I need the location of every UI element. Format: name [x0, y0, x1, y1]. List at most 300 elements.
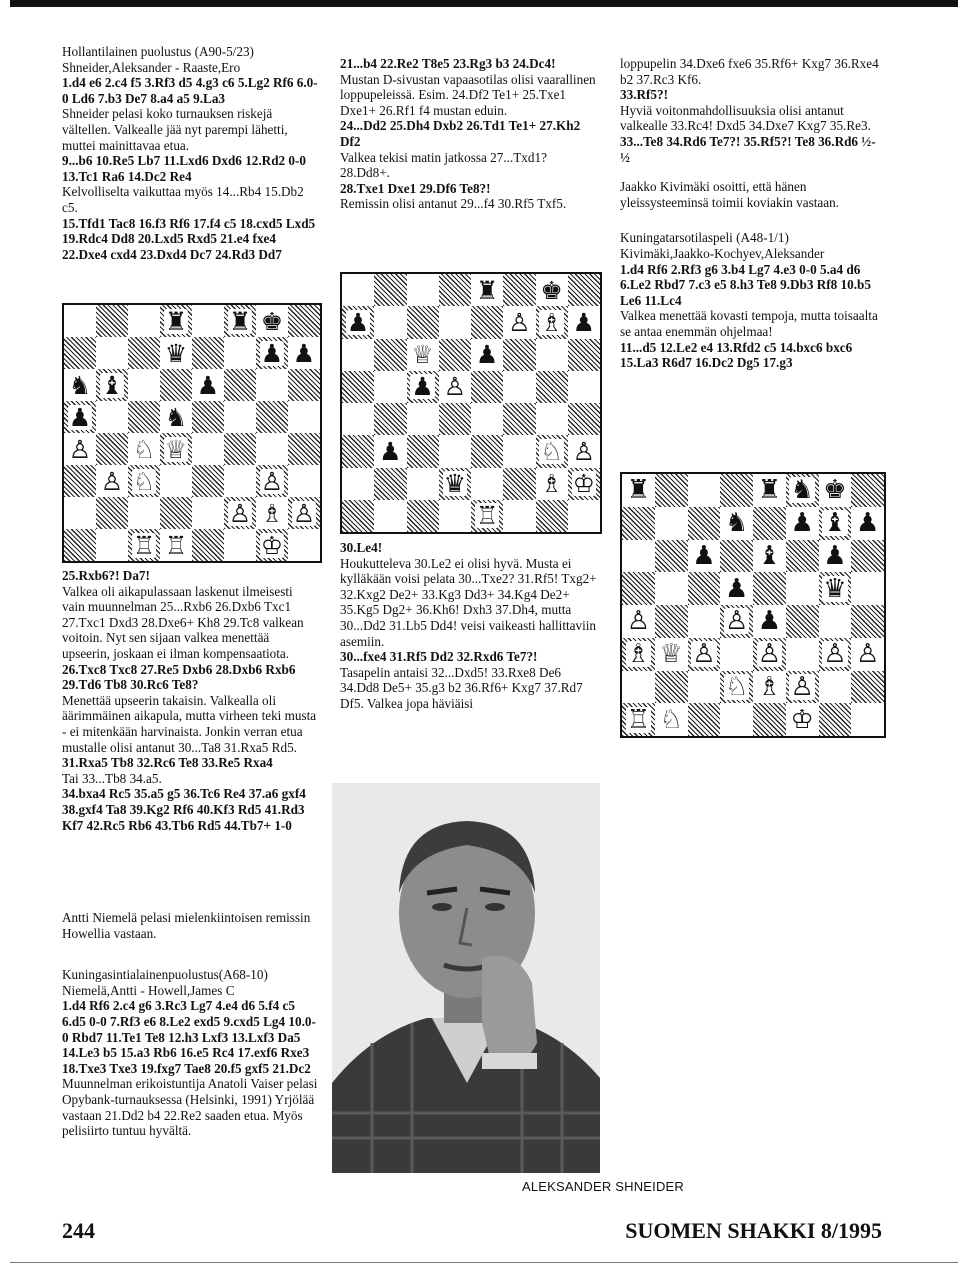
game-1-moves: 31.Rxa5 Tb8 32.Rc6 Te8 33.Re5 Rxa4: [62, 755, 273, 771]
board-square: [786, 671, 819, 704]
board-square: [160, 465, 192, 497]
white-pawn-icon: ♙: [292, 498, 316, 528]
board-square: [256, 433, 288, 465]
page-number: 244: [62, 1218, 95, 1243]
black-rook-icon: ♜: [757, 475, 782, 506]
board-square: [503, 306, 535, 338]
white-pawn-icon: ♙: [626, 606, 651, 637]
white-rook-icon: ♖: [132, 530, 156, 560]
board-square: [471, 274, 503, 306]
board-square: [439, 468, 471, 500]
board-square: [439, 435, 471, 467]
board-square: [128, 497, 160, 529]
board-square: [688, 507, 721, 540]
board-square: [439, 339, 471, 371]
board-square: [536, 339, 568, 371]
column-1-lower: [62, 568, 318, 833]
board-square: [224, 529, 256, 561]
board-square: [720, 474, 753, 507]
board-square: [503, 339, 535, 371]
board-square: [374, 274, 406, 306]
board-square: [753, 605, 786, 638]
black-rook-icon: ♜: [228, 306, 252, 336]
game-2-moves: 30.Le4!: [340, 540, 383, 555]
board-square: [786, 703, 819, 736]
black-pawn-icon: ♟: [572, 307, 596, 337]
white-pawn-icon: ♙: [724, 606, 749, 637]
board-square: [96, 497, 128, 529]
game-1-moves: 15.Tfd1 Tac8 16.f3 Rf6 17.f4 c5 18.cxd5 Lxd5 19.Rdc4 Dd8 20.Lxd5 Rxd5 21.e4 fxe4 22.Dxe4 cxd4 23.Dxd4 Dc7 24.Rd3 Dd7: [62, 215, 316, 262]
white-pawn-icon: ♙: [508, 307, 531, 337]
black-rook-icon: ♜: [475, 275, 499, 305]
board-square: [568, 371, 600, 403]
board-square: [256, 497, 288, 529]
white-knight-icon: ♘: [540, 436, 563, 466]
game-2-comment: loppupelin 34.Dxe6 fxe6 35.Rf6+ Kxg7 36.Rxe4 b2 37.Rc3 Kf6.: [620, 56, 879, 87]
board-square: [160, 529, 192, 561]
game-2-intro: Antti Niemelä pelasi mielenkiintoisen remissin Howellia vastaan.: [62, 910, 311, 941]
board-square: [753, 671, 786, 704]
board-square: [192, 305, 224, 337]
board-square: [224, 465, 256, 497]
board-square: [288, 465, 320, 497]
board-square: [688, 474, 721, 507]
board-square: [688, 638, 721, 671]
black-pawn-icon: ♟: [292, 338, 316, 368]
white-knight-icon: ♘: [724, 671, 749, 702]
board-square: [753, 572, 786, 605]
white-queen-icon: ♕: [659, 639, 683, 670]
black-queen-icon: ♛: [164, 338, 188, 368]
board-square: [256, 465, 288, 497]
game-2-opening: Kuningasintialainenpuolustus(A68-10): [62, 967, 268, 983]
board-square: [192, 433, 224, 465]
game-1-comment: Tai 33...Tb8 34.a5.: [62, 770, 162, 786]
board-square: [342, 468, 374, 500]
white-rook-icon: ♖: [475, 501, 499, 531]
board-square: [160, 497, 192, 529]
column-3: [620, 56, 882, 371]
board-square: [64, 433, 96, 465]
board-square: [503, 403, 535, 435]
board-square: [288, 337, 320, 369]
black-king-icon: ♚: [823, 475, 847, 506]
board-square: [622, 507, 655, 540]
black-pawn-icon: ♟: [68, 402, 92, 432]
board-square: [753, 507, 786, 540]
board-square: [471, 468, 503, 500]
board-square: [471, 339, 503, 371]
board-square: [819, 507, 852, 540]
white-pawn-icon: ♙: [68, 434, 92, 464]
board-square: [536, 403, 568, 435]
board-square: [786, 572, 819, 605]
board-square: [622, 671, 655, 704]
board-square: [96, 305, 128, 337]
white-bishop-icon: ♗: [757, 671, 782, 702]
black-pawn-icon: ♟: [411, 372, 434, 402]
board-square: [64, 529, 96, 561]
board-square: [128, 401, 160, 433]
portrait-illustration: [332, 783, 600, 1173]
board-square: [536, 371, 568, 403]
black-king-icon: ♚: [540, 275, 563, 305]
photo-caption: ALEKSANDER SHNEIDER: [522, 1179, 685, 1194]
column-2-lower: [340, 540, 598, 712]
black-rook-icon: ♜: [626, 475, 651, 506]
board-square: [407, 435, 439, 467]
board-square: [256, 369, 288, 401]
board-square: [288, 369, 320, 401]
board-square: [655, 605, 688, 638]
board-square: [256, 305, 288, 337]
board-square: [224, 433, 256, 465]
black-knight-icon: ♞: [164, 402, 188, 432]
board-square: [622, 474, 655, 507]
board-square: [64, 369, 96, 401]
board-square: [622, 638, 655, 671]
board-square: [786, 474, 819, 507]
board-square: [64, 465, 96, 497]
board-square: [536, 500, 568, 532]
game-2-comment: Valkea tekisi matin jatkossa 27...Txd1? 28.Dd8+.: [340, 149, 547, 181]
board-square: [720, 572, 753, 605]
board-square: [407, 403, 439, 435]
game-3-moves: 1.d4 Rf6 2.Rf3 g6 3.b4 Lg7 4.e3 0-0 5.a4 d6 6.Le2 Rbd7 7.c3 e5 8.h3 Te8 9.Db3 Rf8 10.b5 Le6 11.Lc4: [620, 261, 871, 308]
board-square: [655, 703, 688, 736]
game-1-comment: Kelvolliselta vaikuttaa myös 14...Rb4 15.Db2 c5.: [62, 184, 304, 215]
white-queen-icon: ♕: [411, 340, 434, 370]
board-square: [819, 572, 852, 605]
board-square: [536, 468, 568, 500]
board-square: [439, 371, 471, 403]
white-pawn-icon: ♙: [757, 639, 782, 670]
board-square: [224, 305, 256, 337]
game-2-moves: 30...fxe4 31.Rf5 Dd2 32.Rxd6 Te7?!: [340, 649, 538, 665]
board-square: [688, 703, 721, 736]
board-square: [786, 540, 819, 573]
board-square: [256, 337, 288, 369]
column-1-bottom: [62, 910, 318, 1139]
board-square: [374, 403, 406, 435]
black-pawn-icon: ♟: [196, 370, 220, 400]
game-2-moves: 28.Txe1 Dxe1 29.Df6 Te8?!: [340, 180, 491, 196]
board-square: [568, 403, 600, 435]
board-square: [160, 337, 192, 369]
board-square: [622, 540, 655, 573]
board-square: [655, 671, 688, 704]
game-2-comment: Remissin olisi antanut 29...f4 30.Rf5 Txf5.: [340, 196, 567, 212]
game-3-moves: 11...d5 12.Le2 e4 13.Rfd2 c5 14.bxc6 bxc6 15.La3 R6d7 16.Dc2 Dg5 17.g3: [620, 339, 853, 371]
magazine-title: SUOMEN SHAKKI 8/1995: [625, 1218, 882, 1243]
board-square: [471, 500, 503, 532]
chess-diagram-2: [340, 272, 602, 534]
game-1-moves: 1.d4 e6 2.c4 f5 3.Rf3 d5 4.g3 c6 5.Lg2 Rf6 6.0-0 Ld6 7.b3 De7 8.a4 a5 9.La3: [62, 75, 318, 106]
board-square: [160, 305, 192, 337]
black-pawn-icon: ♟: [790, 508, 814, 539]
board-square: [192, 465, 224, 497]
black-queen-icon: ♛: [823, 573, 847, 604]
white-pawn-icon: ♙: [855, 639, 880, 670]
board-square: [64, 497, 96, 529]
board-square: [688, 671, 721, 704]
board-square: [720, 671, 753, 704]
board-square: [439, 500, 471, 532]
board-square: [720, 605, 753, 638]
board-square: [786, 605, 819, 638]
board-square: [407, 339, 439, 371]
black-pawn-icon: ♟: [346, 307, 370, 337]
board-square: [720, 507, 753, 540]
board-square: [819, 540, 852, 573]
board-square: [622, 572, 655, 605]
board-square: [224, 337, 256, 369]
board-square: [342, 339, 374, 371]
board-square: [720, 638, 753, 671]
board-square: [819, 605, 852, 638]
board-square: [753, 474, 786, 507]
board-square: [192, 369, 224, 401]
board-square: [622, 605, 655, 638]
board-square: [288, 305, 320, 337]
board-square: [160, 433, 192, 465]
white-pawn-icon: ♙: [260, 466, 284, 496]
game-1-moves: 26.Txc8 Txc8 27.Re5 Dxb6 28.Dxb6 Rxb6 29.Td6 Tb8 30.Rc6 Te8?: [62, 661, 296, 693]
board-square: [568, 274, 600, 306]
board-square: [160, 369, 192, 401]
board-square: [64, 337, 96, 369]
board-square: [407, 500, 439, 532]
board-square: [851, 507, 884, 540]
white-bishop-icon: ♗: [540, 469, 563, 499]
white-pawn-icon: ♙: [823, 639, 847, 670]
board-square: [128, 529, 160, 561]
white-pawn-icon: ♙: [692, 639, 716, 670]
black-knight-icon: ♞: [790, 475, 814, 506]
board-square: [688, 572, 721, 605]
black-knight-icon: ♞: [68, 370, 92, 400]
board-square: [288, 529, 320, 561]
board-square: [568, 339, 600, 371]
white-pawn-icon: ♙: [100, 466, 124, 496]
column-1: [62, 44, 318, 262]
board-square: [128, 465, 160, 497]
white-pawn-icon: ♙: [572, 436, 596, 466]
board-square: [96, 433, 128, 465]
board-square: [256, 401, 288, 433]
game-2-moves: 33.Rf5?!: [620, 87, 668, 103]
board-square: [655, 507, 688, 540]
game-3-opening: Kuningatarsotilaspeli (A48-1/1): [620, 230, 789, 246]
board-square: [851, 572, 884, 605]
board-square: [192, 337, 224, 369]
white-rook-icon: ♖: [626, 704, 651, 735]
chess-diagram-3: [620, 472, 886, 738]
board-square: [342, 274, 374, 306]
black-bishop-icon: ♝: [823, 508, 847, 539]
board-square: [786, 638, 819, 671]
board-square: [655, 638, 688, 671]
board-square: [128, 305, 160, 337]
board-square: [471, 306, 503, 338]
board-square: [655, 540, 688, 573]
board-square: [439, 274, 471, 306]
white-knight-icon: ♘: [659, 704, 683, 735]
game-1-comment: Shneider pelasi koko turnauksen riskejä vältellen. Valkealle jää nyt parempi lähetti, muttei mainittavaa etua.: [62, 106, 288, 153]
board-square: [439, 306, 471, 338]
board-square: [64, 401, 96, 433]
game-2-comment: Muunnelman erikoistuntija Anatoli Vaiser pelasi Opybank-turnauksessa (Helsinki, 1991) Yrjölää vastaan 21.Dd2 b4 22.Re2 saaden etua. Myös pelisiirto tuntuu hyvältä.: [62, 1076, 318, 1139]
black-pawn-icon: ♟: [379, 436, 402, 466]
game-2-moves: 24...Dd2 25.Dh4 Dxb2 26.Td1 Te1+ 27.Kh2 Df2: [340, 118, 581, 149]
game-3-intro: Jaakko Kivimäki osoitti, että hänen yleissysteeminsä toimii koviakin vastaan.: [620, 179, 840, 210]
black-rook-icon: ♜: [164, 306, 188, 336]
board-square: [503, 435, 535, 467]
white-king-icon: ♔: [260, 530, 284, 560]
board-square: [374, 435, 406, 467]
board-square: [96, 529, 128, 561]
white-queen-icon: ♕: [164, 434, 188, 464]
board-square: [342, 403, 374, 435]
board-square: [96, 401, 128, 433]
board-square: [503, 274, 535, 306]
board-square: [288, 433, 320, 465]
black-bishop-icon: ♝: [100, 370, 124, 400]
board-square: [288, 497, 320, 529]
white-bishop-icon: ♗: [540, 307, 563, 337]
board-square: [655, 474, 688, 507]
board-square: [786, 507, 819, 540]
game-2-comment: Mustan D-sivustan vapaasotilas olisi vaarallinen loppupeleissä. Esim. 24.Df2 Te1+ 25.Txe1 Dxe1+ 26.Rf1 f4 mustan eduin.: [340, 71, 596, 118]
board-square: [407, 371, 439, 403]
white-rook-icon: ♖: [164, 530, 188, 560]
chess-diagram-1: [62, 303, 322, 563]
game-2-moves: 33...Te8 34.Rd6 Te7?! 35.Rf5?! Te8 36.Rd6 ½-½: [620, 133, 876, 165]
top-rule: [10, 0, 958, 7]
board-square: [342, 306, 374, 338]
game-1-moves: 9...b6 10.Re5 Lb7 11.Lxd6 Dxd6 12.Rd2 0-0 13.Tc1 Ra6 14.Dc2 Re4: [62, 153, 307, 184]
board-square: [374, 468, 406, 500]
black-pawn-icon: ♟: [823, 540, 847, 571]
board-square: [720, 703, 753, 736]
board-square: [471, 403, 503, 435]
board-square: [851, 671, 884, 704]
board-square: [192, 497, 224, 529]
black-pawn-icon: ♟: [692, 540, 716, 571]
game-1-players: Shneider,Aleksander - Raaste,Ero: [62, 59, 241, 75]
game-1-moves: 34.bxa4 Rc5 35.a5 g5 36.Tc6 Re4 37.a6 gxf4 38.gxf4 Ta8 39.Kg2 Rf6 40.Kf3 Rd5 41.Rd3 Kf7 42.Rc5 Rb6 43.Tb6 Rd5 44.Tb7+ 1-0: [62, 786, 306, 833]
board-square: [96, 337, 128, 369]
black-pawn-icon: ♟: [757, 606, 782, 637]
board-square: [622, 703, 655, 736]
board-square: [128, 337, 160, 369]
board-square: [819, 474, 852, 507]
board-square: [851, 605, 884, 638]
board-square: [471, 435, 503, 467]
white-pawn-icon: ♙: [228, 498, 252, 528]
board-square: [224, 369, 256, 401]
board-square: [753, 638, 786, 671]
game-1-moves: 25.Rxb6?! Da7!: [62, 568, 150, 583]
portrait-photo: [332, 783, 600, 1173]
board-square: [256, 529, 288, 561]
board-square: [819, 703, 852, 736]
board-square: [503, 500, 535, 532]
board-square: [288, 401, 320, 433]
game-2-moves: 1.d4 Rf6 2.c4 g6 3.Rc3 Lg7 4.e4 d6 5.f4 c5 6.d5 0-0 7.Rf3 e6 8.Le2 exd5 9.cxd5 Lg4 10.0-0 Rbd7 11.Te1 Te8 12.h3 Lxf3 13.Lxf3 Da5 14.Le3 b5 15.a3 Rb6 16.e5 Rc4 17.exf6 Rxe3 18.Txe3 Txe3 19.fxg7 Tae8 20.f5 gxf5 21.Dc2: [62, 998, 316, 1076]
board-square: [160, 401, 192, 433]
board-square: [407, 306, 439, 338]
board-square: [851, 638, 884, 671]
black-pawn-icon: ♟: [475, 340, 499, 370]
board-square: [407, 468, 439, 500]
game-2-comment: Tasapelin antaisi 32...Dxd5! 33.Rxe8 De6 34.Dd8 De5+ 35.g3 b2 36.Rf6+ Kxg7 37.Rd7 Df5. Valkea jopa häviäisi: [340, 664, 583, 711]
black-king-icon: ♚: [260, 306, 284, 336]
game-2-players: Niemelä,Antti - Howell,James C: [62, 982, 235, 998]
bottom-rule: [10, 1262, 958, 1263]
board-square: [407, 274, 439, 306]
board-square: [64, 305, 96, 337]
board-square: [192, 529, 224, 561]
board-square: [688, 605, 721, 638]
white-bishop-icon: ♗: [260, 498, 284, 528]
board-square: [568, 435, 600, 467]
board-square: [224, 497, 256, 529]
game-2-comment: Hyviä voitonmahdollisuuksia olisi antanut valkealle 33.Rc4! Dxd5 34.Dxe7 Kxg7 35.Re3.: [620, 102, 871, 134]
board-square: [851, 703, 884, 736]
board-square: [128, 433, 160, 465]
black-pawn-icon: ♟: [260, 338, 284, 368]
board-square: [96, 369, 128, 401]
white-knight-icon: ♘: [132, 466, 156, 496]
board-square: [471, 371, 503, 403]
game-1-comment: Valkea oli aikapulassaan laskenut ilmeisesti vain muunnelman 25...Rxb6 26.Dxb6 Txc1 27.Txc1 Dxd3 28.Dxe6+ Kh8 29.Tc8 valkean voitoin. Nyt sen sijaan valkea menettää upseerin, joskaan ei ilman kompensaatiota.: [62, 583, 304, 661]
game-1-opening: Hollantilainen puolustus (A90-5/23): [62, 44, 254, 59]
white-king-icon: ♔: [790, 704, 814, 735]
game-3-comment: Valkea menettää kovasti tempoja, mutta toisaalta se antaa enemmän ohjelmaa!: [620, 308, 878, 339]
board-square: [568, 306, 600, 338]
board-square: [851, 540, 884, 573]
board-square: [374, 339, 406, 371]
board-square: [342, 435, 374, 467]
board-square: [753, 703, 786, 736]
board-square: [192, 401, 224, 433]
board-square: [819, 671, 852, 704]
black-pawn-icon: ♟: [855, 508, 880, 539]
board-square: [128, 369, 160, 401]
black-pawn-icon: ♟: [724, 573, 749, 604]
board-square: [96, 465, 128, 497]
game-3-players: Kivimäki,Jaakko-Kochyev,Aleksander: [620, 245, 825, 261]
board-square: [439, 403, 471, 435]
board-square: [851, 474, 884, 507]
board-square: [536, 306, 568, 338]
board-square: [655, 572, 688, 605]
board-square: [819, 638, 852, 671]
white-bishop-icon: ♗: [626, 639, 651, 670]
board-square: [503, 371, 535, 403]
column-2: [340, 56, 598, 212]
board-square: [374, 371, 406, 403]
white-pawn-icon: ♙: [790, 671, 814, 702]
black-queen-icon: ♛: [443, 469, 467, 499]
board-square: [374, 500, 406, 532]
board-square: [720, 540, 753, 573]
white-king-icon: ♔: [572, 469, 596, 499]
game-2-comment: Houkutteleva 30.Le2 ei olisi hyvä. Musta ei kylläkään voisi pelata 30...Txe2? 31.Rf5! Txg2+ 32.Kxg2 De2+ 33.Kg3 Dd3+ 34.Kg4 De2+ 35.Kg5 Dg2+ 36.Kh6! Dxh3 37.Dh4, mutta 30...Dd2 31.Lb5 Dd4! veisi vaikeasti hallittaviin asemiin.: [340, 555, 597, 649]
black-knight-icon: ♞: [724, 508, 749, 539]
board-square: [536, 435, 568, 467]
